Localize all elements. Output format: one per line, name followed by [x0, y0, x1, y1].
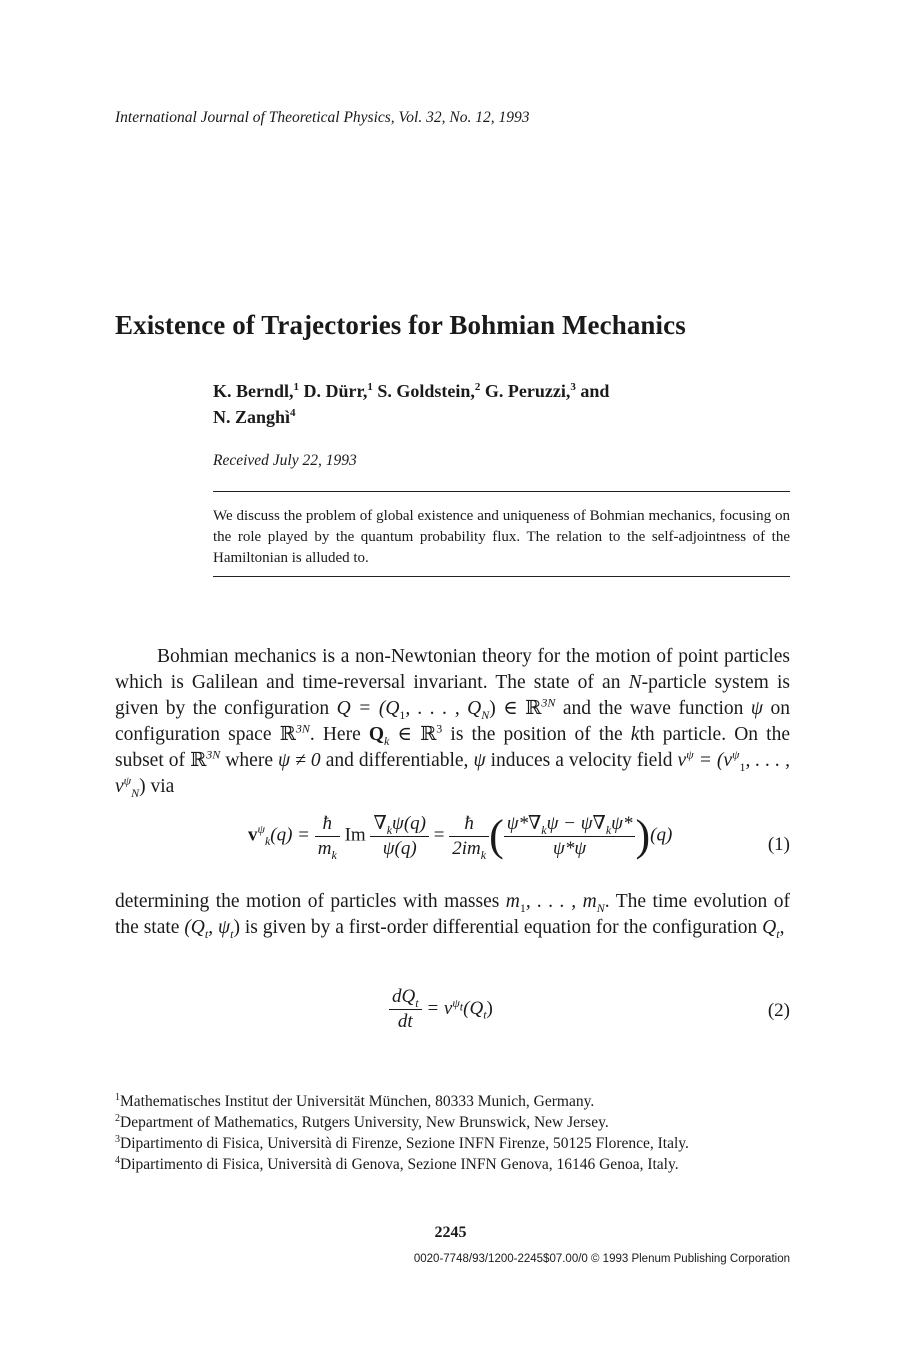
author-name: D. Dürr,: [299, 381, 368, 401]
equation-1-number: (1): [767, 834, 790, 855]
author-conjunction: and: [575, 381, 610, 401]
author-name: K. Berndl,: [213, 381, 294, 401]
affiliation-mark: 3: [570, 381, 576, 393]
equation-2-number: (2): [767, 1000, 790, 1021]
copyright-line: 0020-7748/93/1200-2245$07.00/0 © 1993 Plenum Publishing Corporation: [413, 1253, 790, 1265]
author-name: G. Peruzzi,: [480, 381, 571, 401]
footnote: $^3$Dipartimento di Fisica, Università di Firenze, Sezione INFN Firenze, 50125 Florence, Italy.: [115, 1133, 689, 1152]
affiliation-mark: 2: [474, 381, 481, 393]
abstract: We discuss the problem of global existence and uniqueness of Bohmian mechanics, focusing on the role played by the quantum probability flux. The relation to the self-adjointness of the Hamiltonian is alluded to.: [213, 508, 790, 566]
author-line-2: [213, 404, 773, 430]
equation-2: $\frac{dQ_t}{dt}$ = $v^{\psi_t}(Q_t)$: [389, 986, 493, 1033]
page-number: 2245: [434, 1224, 467, 1241]
footnotes: [115, 1091, 790, 1175]
footnote: $^1$Mathematisches Institut der Universität München, 80333 Munich, Germany.: [115, 1091, 595, 1110]
author-name: N. Zanghì: [213, 407, 291, 427]
affiliation-mark: 4: [290, 407, 296, 419]
journal-header: International Journal of Theoretical Physics, Vol. 32, No. 12, 1993: [115, 109, 530, 126]
author-name: S. Goldstein,: [372, 381, 475, 401]
body-paragraph-1: Bohmian mechanics is a non-Newtonian theory for the motion of point particles which is Galilean and time-reversal invariant. The state of an N-particle system is given by the configuration $Q = (Q_1$, . . . , $Q_N$) ∈ ℝ$^{3N}$ and the wave function ψ on configuration space ℝ$^{3N}$. Here $Q_k$ ∈ ℝ$^3$ is the position of the kth particle. On the subset of ℝ$^{3N}$ where ψ ≠ 0 and differentiable, ψ induces a velocity field $v^\psi = (v^\psi_1$, . . . , $v^\psi_N$) via: [115, 646, 791, 800]
abstract-bottom-rule: [213, 576, 790, 577]
affiliation-mark: 1: [367, 381, 373, 393]
body-paragraph-2: determining the motion of particles with masses $m_1$, . . . , $m_N$. The time evolution of the state ($Q_t$, $\psi_t$) is given by a first-order differential equation for the configuration $Q_t$,: [115, 891, 790, 941]
abstract-top-rule: [213, 491, 790, 492]
received-date: Received July 22, 1993: [213, 452, 357, 469]
footnote: $^2$Department of Mathematics, Rutgers University, New Brunswick, New Jersey.: [115, 1112, 609, 1131]
author-line-1: [213, 378, 773, 404]
affiliation-mark: 1: [293, 381, 300, 393]
footnote: $^4$Dipartimento di Fisica, Università di Genova, Sezione INFN Genova, 16146 Genoa, Italy.: [115, 1154, 679, 1173]
equation-1: $v^\psi_k(q)$ = $\frac{ħ}{m_k}$ Im $\frac{\nabla_k\psi(q)}{\psi(q)}$ = $\frac{ħ}{2im_k}$ ( $\frac{\psi*\nabla_k\psi - \psi\nabla_k\psi*}{\psi*\psi}$ )(q): [248, 811, 673, 862]
paper-title: Existence of Trajectories for Bohmian Mechanics: [115, 310, 686, 340]
author-list: [213, 378, 773, 430]
